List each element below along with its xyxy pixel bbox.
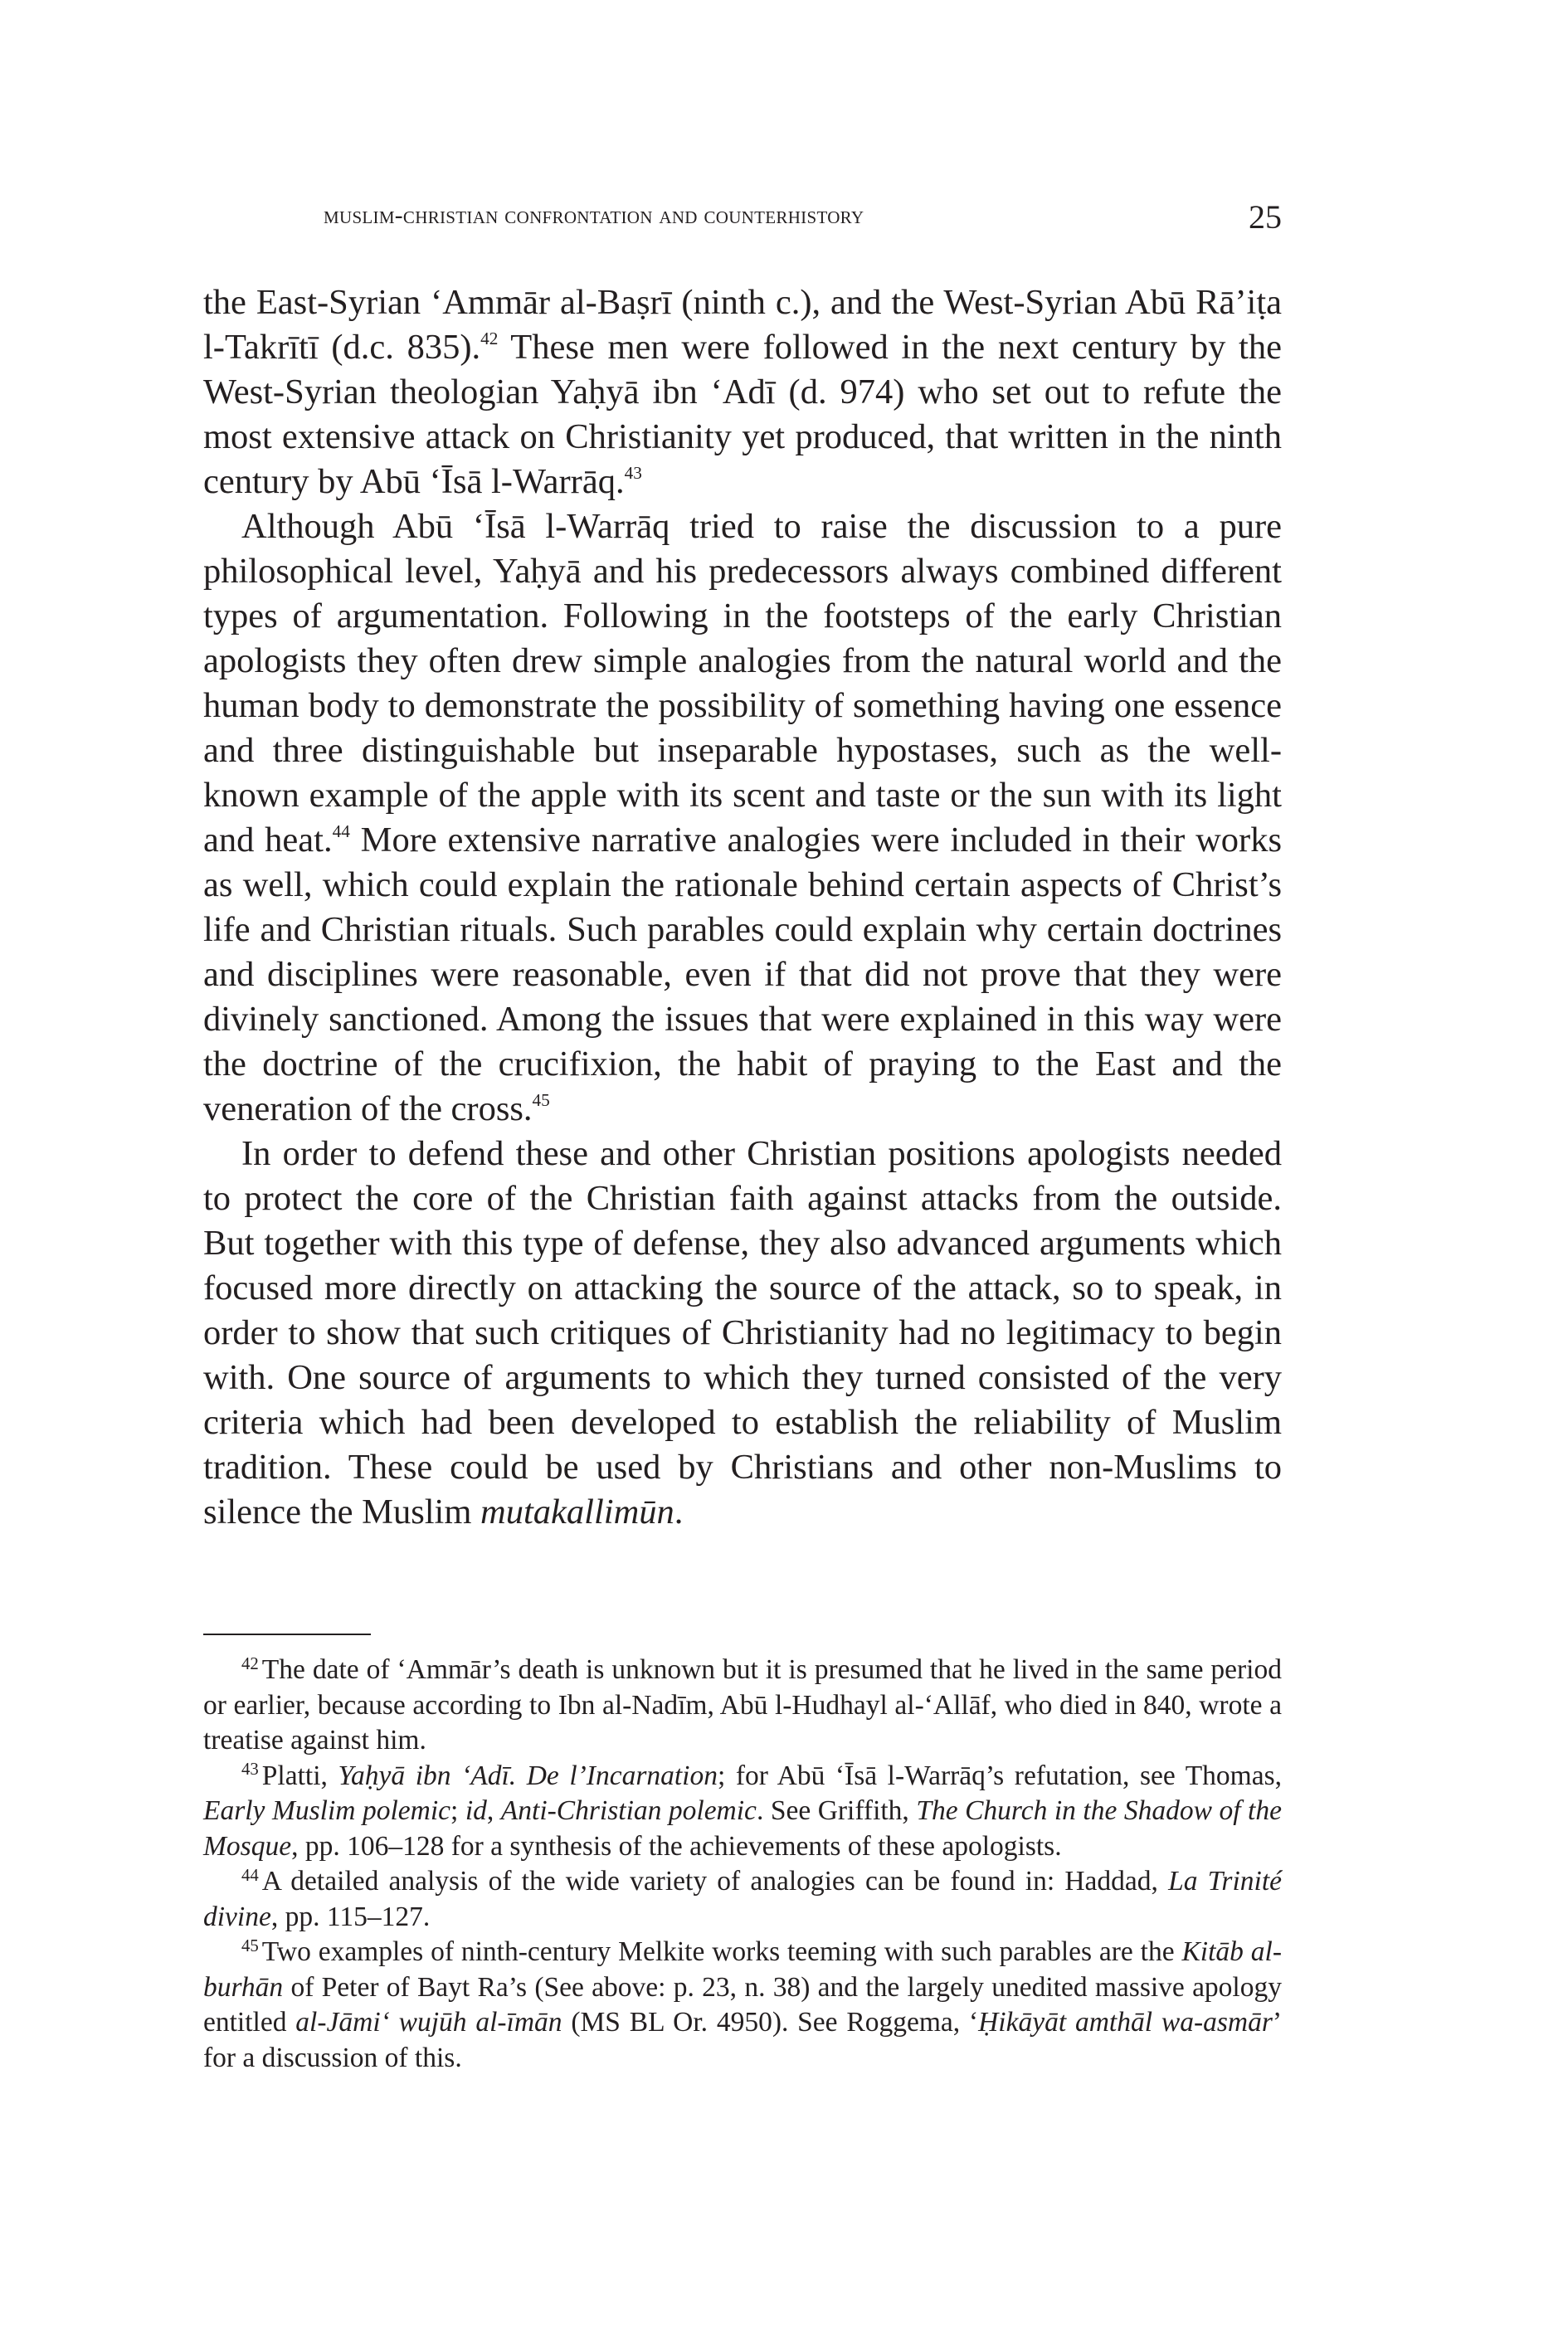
footnote-44-title: La Trinité divine bbox=[203, 1866, 1282, 1932]
footnote-43-title-e: The Church in the Shadow of the Mosque bbox=[203, 1795, 1282, 1862]
paragraph-1-text-a: the East-Syrian ‘Ammār al-Baṣrī (ninth c.), and the West-Syrian Abū Rā’iṭa l-Takrītī (d.c. 835). bbox=[203, 283, 1282, 367]
footnote-43-title-b: Early Muslim polemic bbox=[203, 1795, 451, 1826]
footnote-ref-44: 44 bbox=[332, 821, 350, 841]
footnote-44-text-a: A detailed analysis of the wide variety of analogies can be found in: Haddad, bbox=[261, 1866, 1169, 1897]
paragraph-3-italic-term: mutakallimūn bbox=[480, 1493, 674, 1531]
running-title: muslim-christian confrontation and counterhistory bbox=[324, 202, 864, 229]
footnote-ref-43: 43 bbox=[624, 463, 642, 483]
book-page bbox=[203, 0, 1282, 2352]
paragraph-2-text-a: Although Abū ‘Īsā l-Warrāq tried to raise the discussion to a pure philosophical level, Yaḥyā and his predecessors always combined different types of argumentation. Following in the footsteps of the early Christian apologists they often drew simple analogies from the natural world and the human body to demonstrate the possibility of something having one essence and three distinguishable but inseparable hypostases, such as the well-known example of the apple with its scent and taste or the sun with its light and heat. bbox=[203, 507, 1282, 859]
paragraph-3-text-a: In order to defend these and other Christian positions apologists needed to protect the core of the Christian faith against attacks from the outside. But together with this type of defense, they also advanced arguments which focused more directly on attacking the source of the attack, so to speak, in order to show that such critiques of Christianity had no legitimacy to begin with. One source of arguments to which they turned consisted of the very criteria which had been developed to establish the reliability of Muslim tradition. These could be used by Christians and other non-Muslims to silence the Muslim bbox=[203, 1134, 1282, 1531]
footnote-43-text-e: . See Griffith, bbox=[756, 1795, 917, 1826]
footnote-44-number: 44 bbox=[241, 1865, 259, 1885]
footnote-43-text-b: ; for Abū ‘Īsā l-Warrāq’s refutation, see Thomas, bbox=[717, 1760, 1283, 1791]
footnote-divider bbox=[203, 1634, 371, 1635]
footnote-42-text: The date of ‘Ammār’s death is unknown but it is presumed that he lived in the same period or earlier, because according to Ibn al-Nadīm, Abū l-Hudhayl al-‘Allāf, who died in 840, wrote a treatise against him. bbox=[203, 1654, 1282, 1755]
footnote-43-text-c: ; bbox=[450, 1795, 465, 1826]
footnote-45-text-d: ’ for a discussion of this. bbox=[203, 2007, 1283, 2073]
footnote-44-text-b: , pp. 115–127. bbox=[270, 1901, 431, 1932]
footnote-45-title-c: Ḥikāyāt amthāl wa-asmār bbox=[978, 2007, 1273, 2038]
footnote-43-text-f: , pp. 106–128 for a synthesis of the achievements of these apologists. bbox=[291, 1830, 1062, 1862]
paragraph-2 bbox=[203, 504, 1282, 1132]
footnote-ref-42: 42 bbox=[480, 329, 499, 348]
footnote-45 bbox=[203, 1935, 1282, 2076]
paragraph-1 bbox=[203, 280, 1282, 504]
footnote-43-number: 43 bbox=[241, 1760, 259, 1780]
footnote-43-title-d: Anti-Christian polemic bbox=[500, 1795, 757, 1826]
footnote-45-text-a: Two examples of ninth-century Melkite works teeming with such parables are the bbox=[261, 1936, 1182, 1967]
footnote-44 bbox=[203, 1864, 1282, 1935]
footnote-45-text-c: (MS BL Or. 4950). See Roggema, ‘ bbox=[562, 2007, 979, 2038]
footnote-ref-45: 45 bbox=[532, 1090, 550, 1110]
running-head bbox=[203, 197, 1282, 239]
paragraph-2-text-b: More extensive narrative analogies were included in their works as well, which could explain the rationale behind certain aspects of Christ’s life and Christian rituals. Such parables could explain why certain doctrines and disciplines were reasonable, even if that did not prove that they were divinely sanctioned. Among the issues that were explained in this way were the doctrine of the crucifixion, the habit of praying to the East and the veneration of the cross. bbox=[203, 821, 1282, 1128]
paragraph-1-text-b: These men were followed in the next century by the West-Syrian theologian Yaḥyā ibn ‘Adī (d. 974) who set out to refute the most extensive attack on Christianity yet produced, that written in the ninth century by Abū ‘Īsā l-Warrāq. bbox=[203, 328, 1282, 501]
footnote-45-number: 45 bbox=[241, 1936, 259, 1955]
footnote-45-title-b: al-Jāmi‘ wujūh al-īmān bbox=[295, 2007, 562, 2038]
page-number: 25 bbox=[1249, 198, 1282, 236]
footnote-42-number: 42 bbox=[241, 1653, 259, 1673]
footnote-43-title-c: id bbox=[465, 1795, 487, 1826]
footnote-43-title-a: Yaḥyā ibn ‘Adī. De l’Incarnation bbox=[338, 1760, 718, 1791]
footnotes bbox=[203, 1653, 1282, 2076]
footnote-43-text-a: Platti, bbox=[261, 1760, 338, 1791]
footnote-43 bbox=[203, 1759, 1282, 1865]
footnote-42 bbox=[203, 1653, 1282, 1759]
footnote-45-text-b: of Peter of Bayt Ra’s (See above: p. 23, n. 38) and the largely unedited massive apology entitled bbox=[203, 1971, 1282, 2038]
body-text bbox=[203, 280, 1282, 1535]
paragraph-3 bbox=[203, 1132, 1282, 1535]
footnote-45-title-a: Kitāb al-burhān bbox=[203, 1936, 1282, 2003]
footnote-43-text-d: , bbox=[486, 1795, 501, 1826]
paragraph-3-text-b: . bbox=[674, 1493, 684, 1531]
